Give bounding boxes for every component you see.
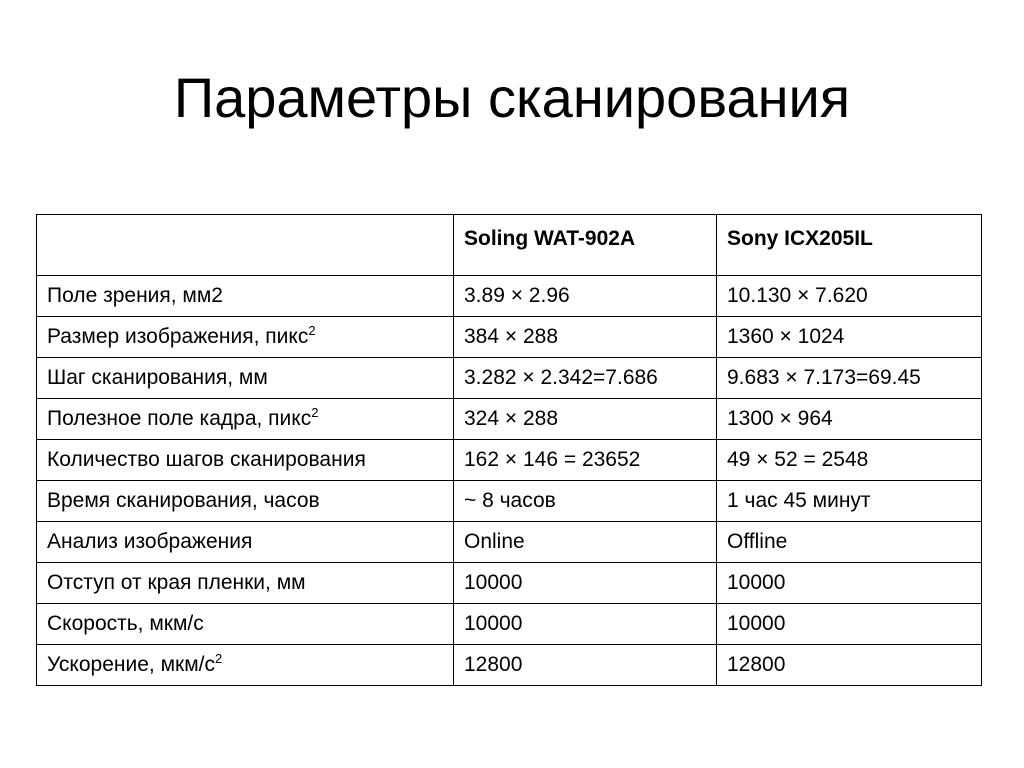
soling-value-cell: 384 × 288: [454, 317, 717, 358]
sony-value-cell: 1 час 45 минут: [717, 481, 982, 522]
table-header-empty: [37, 215, 454, 276]
soling-value-cell: 10000: [454, 563, 717, 604]
table-row: [37, 440, 982, 481]
table-row: [37, 563, 982, 604]
sony-value-cell: 9.683 × 7.173=69.45: [717, 358, 982, 399]
table-header-soling: Soling WAT-902A: [454, 215, 717, 276]
soling-value-cell: ~ 8 часов: [454, 481, 717, 522]
row-label: Полезное поле кадра, пикс: [47, 407, 312, 430]
row-label-cell: [37, 358, 454, 399]
table-row: [37, 522, 982, 563]
row-label-cell: [37, 399, 454, 440]
sony-value-cell: 10.130 × 7.620: [717, 276, 982, 317]
table-row: [37, 317, 982, 358]
row-label-cell: [37, 317, 454, 358]
soling-value-cell: 10000: [454, 604, 717, 645]
row-label-cell: [37, 522, 454, 563]
row-label: Отступ от края пленки, мм: [47, 571, 306, 594]
table-row: [37, 399, 982, 440]
sony-value-cell: 10000: [717, 563, 982, 604]
row-label: Размер изображения, пикс: [47, 325, 309, 348]
row-label-cell: [37, 481, 454, 522]
row-label-cell: [37, 645, 454, 686]
sony-value-cell: 1300 × 964: [717, 399, 982, 440]
row-label: Анализ изображения: [47, 530, 253, 553]
table-header-row: [37, 215, 982, 276]
row-label-cell: [37, 604, 454, 645]
soling-value-cell: 3.89 × 2.96: [454, 276, 717, 317]
row-label: Поле зрения, мм2: [47, 284, 223, 307]
row-label-superscript: 2: [311, 405, 319, 420]
row-label: Время сканирования, часов: [47, 489, 320, 512]
table-row: [37, 481, 982, 522]
page-title: Параметры сканирования: [173, 66, 851, 129]
table-row: [37, 358, 982, 399]
row-label: Количество шагов сканирования: [47, 448, 366, 471]
soling-value-cell: 12800: [454, 645, 717, 686]
table-header-sony: Sony ICX205IL: [717, 215, 982, 276]
table-body: [37, 276, 982, 686]
parameters-table: [36, 214, 982, 686]
sony-value-cell: 49 × 52 = 2548: [717, 440, 982, 481]
row-label-cell: [37, 440, 454, 481]
row-label: Ускорение, мкм/с: [47, 653, 215, 676]
table-row: [37, 276, 982, 317]
soling-value-cell: 324 × 288: [454, 399, 717, 440]
row-label-superscript: 2: [308, 323, 316, 338]
sony-value-cell: 12800: [717, 645, 982, 686]
row-label: Шаг сканирования, мм: [47, 366, 268, 389]
row-label-cell: [37, 276, 454, 317]
sony-value-cell: 1360 × 1024: [717, 317, 982, 358]
soling-value-cell: 3.282 × 2.342=7.686: [454, 358, 717, 399]
row-label: Скорость, мкм/с: [47, 612, 204, 635]
row-label-superscript: 2: [214, 651, 223, 666]
table-row: [37, 645, 982, 686]
row-label-cell: [37, 563, 454, 604]
sony-value-cell: Offline: [717, 522, 982, 563]
table-row: [37, 604, 982, 645]
soling-value-cell: 162 × 146 = 23652: [454, 440, 717, 481]
sony-value-cell: 10000: [717, 604, 982, 645]
soling-value-cell: Online: [454, 522, 717, 563]
